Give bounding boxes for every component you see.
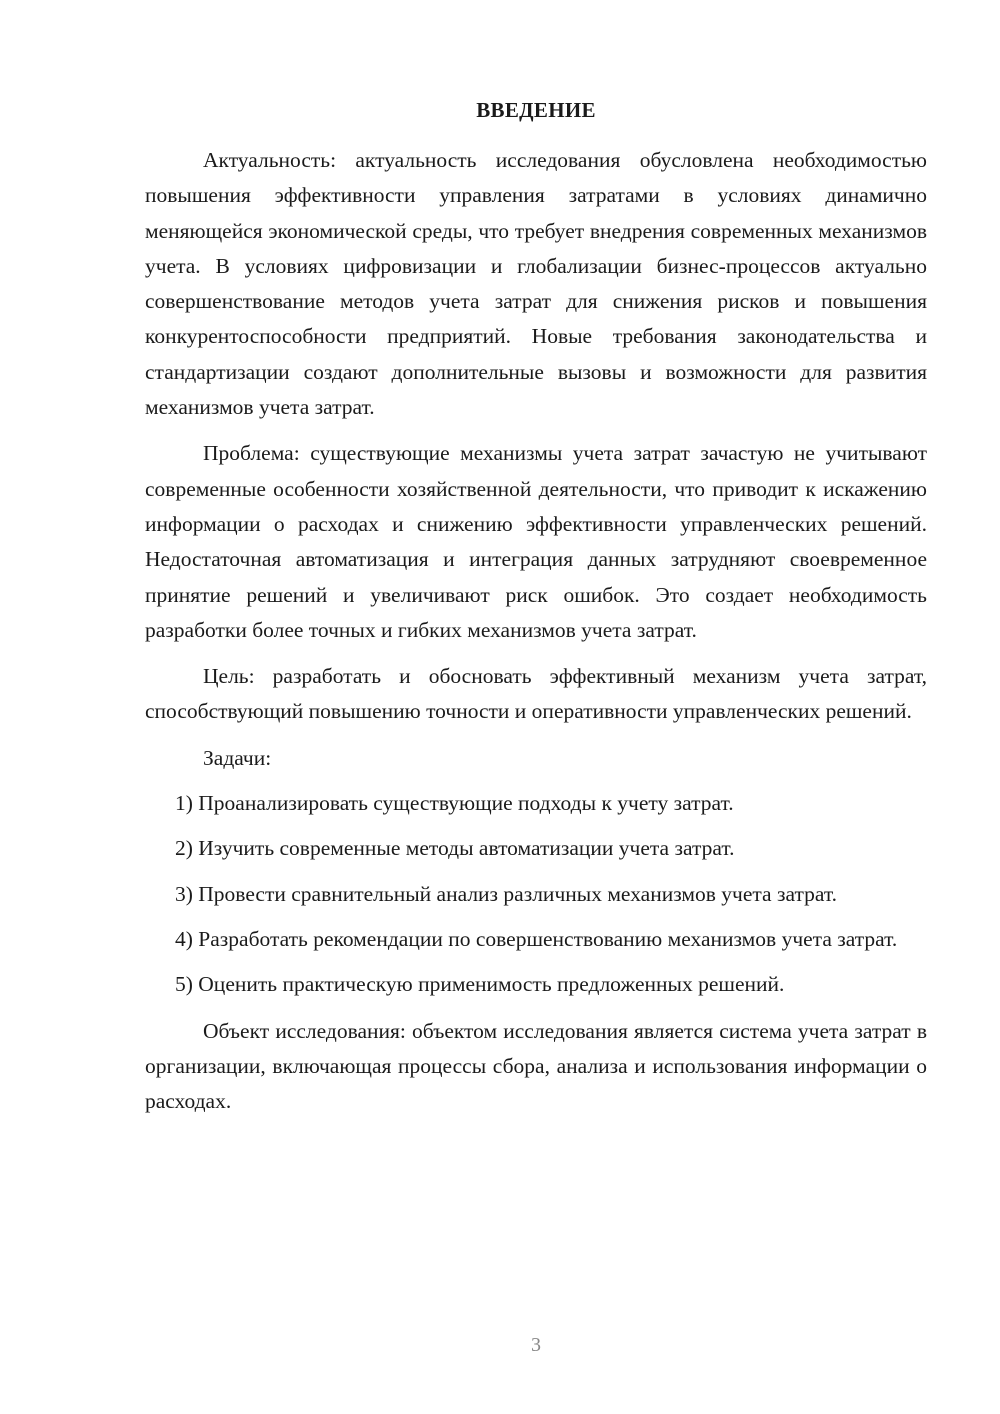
page-number: 3 (531, 1334, 541, 1356)
page-title: ВВЕДЕНИЕ (476, 98, 596, 122)
task-item-5: 5) Оценить практическую применимость предложенных решений. (175, 972, 785, 997)
task-item-1: 1) Проанализировать существующие подходы к учету затрат. (175, 791, 734, 816)
paragraph-object: Объект исследования: объектом исследования является система учета затрат в организации, включающая процессы сбора, анализа и использования информации о расходах. (145, 1018, 927, 1114)
paragraph-relevance: Актуальность: актуальность исследования обусловлена необходимостью повышения эффективности управления затратами в условиях динамично меняющейся экономической среды, что требует внедрения современных механизмов учета. В условиях цифровизации и глобализации бизнес-процессов актуально совершенствование методов учета затрат для снижения рисков и повышения конкурентоспособности предприятий. Новые требования законодательства и стандартизации создают дополнительные вызовы и возможности для развития механизмов учета затрат. (145, 148, 927, 420)
task-item-2: 2) Изучить современные методы автоматизации учета затрат. (175, 836, 735, 861)
task-item-4: 4) Разработать рекомендации по совершенствованию механизмов учета затрат. (175, 926, 898, 951)
document-body (145, 143, 927, 1119)
paragraph-goal: Цель: разработать и обосновать эффективный механизм учета затрат, способствующий повышению точности и оперативности управленческих решений. (145, 664, 927, 724)
task-item-3: 3) Провести сравнительный анализ различных механизмов учета затрат. (175, 881, 837, 906)
paragraph-problem: Проблема: существующие механизмы учета затрат зачастую не учитывают современные особенности хозяйственной деятельности, что приводит к искажению информации о расходах и снижению эффективности управленческих решений. Недостаточная автоматизация и интеграция данных затрудняют своевременное принятие решений и увеличивают риск ошибок. Это создает необходимость разработки более точных и гибких механизмов учета затрат. (145, 441, 927, 642)
tasks-heading: Задачи: (203, 745, 272, 770)
